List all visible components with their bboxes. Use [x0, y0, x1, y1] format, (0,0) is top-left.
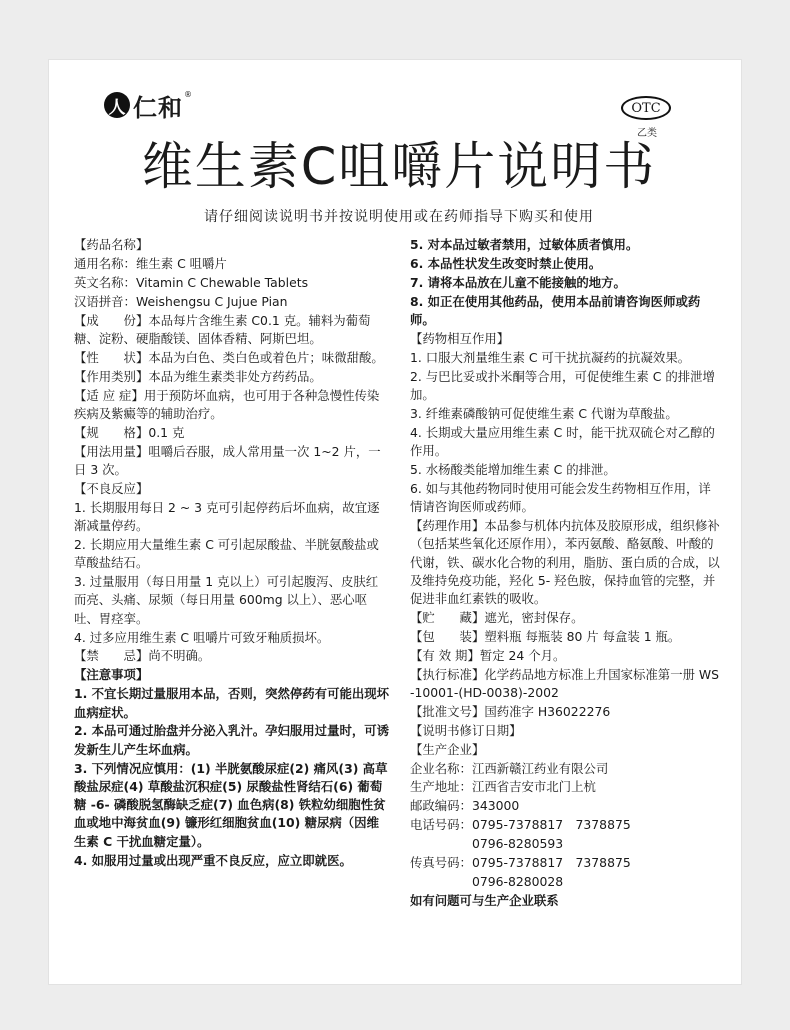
- brand-name: 仁和: [133, 92, 183, 122]
- leaflet-paragraph: 【批准文号】国药准字 H36022276: [410, 703, 611, 719]
- section-heading: 【说明书修订日期】: [410, 722, 522, 738]
- leaflet-paragraph: 生产地址：江西省吉安市北门上杭: [410, 779, 596, 795]
- leaflet-paragraph: 【性 状】本品为白色、类白色或着色片；味微甜酸。: [74, 349, 384, 365]
- leaflet-paragraph: 0796-8280593: [410, 836, 564, 852]
- leaflet-paragraph: 【成 份】本品每片含维生素 C0.1 克。辅料为葡萄糖、淀粉、硬脂酸镁、固体香精、阿斯巴坦。: [74, 312, 371, 346]
- leaflet-paragraph: 2. 本品可通过胎盘并分泌入乳汁。孕妇服用过量时，可诱发新生儿产生坏血病。: [74, 723, 390, 757]
- section-heading: 【不良反应】: [74, 480, 149, 496]
- registered-mark: ®: [184, 90, 192, 99]
- leaflet-paragraph: 【适 应 症】用于预防坏血病，也可用于各种急慢性传染疾病及紫癜等的辅助治疗。: [74, 387, 380, 421]
- leaflet-paragraph: 5. 对本品过敏者禁用，过敏体质者慎用。: [410, 237, 639, 252]
- leaflet-paragraph: 8. 如正在使用其他药品，使用本品前请咨询医师或药师。: [410, 293, 701, 327]
- leaflet-paragraph: 4. 如服用过量或出现严重不良反应，应立即就医。: [74, 852, 352, 868]
- leaflet-paragraph: 邮政编码：343000: [410, 798, 520, 814]
- leaflet-paragraph: 【禁 忌】尚不明确。: [74, 648, 211, 664]
- left-column: [74, 236, 390, 871]
- leaflet-paragraph: 2. 与巴比妥或扑米酮等合用，可促使维生素 C 的排泄增加。: [410, 368, 715, 402]
- leaflet-paragraph: 3. 过量服用（每日用量 1 克以上）可引起腹泻、皮肤红而亮、头痛、尿频（每日用量 600mg 以上）、恶心呕吐、胃痉挛。: [74, 574, 379, 626]
- leaflet-paragraph: 1. 口服大剂量维生素 C 可干扰抗凝药的抗凝效果。: [410, 349, 691, 365]
- leaflet-paragraph: 传真号码：0795-7378817 7378875: [410, 855, 631, 871]
- leaflet-paragraph: 【贮 藏】遮光，密封保存。: [410, 610, 584, 626]
- section-heading: 【注意事项】: [74, 667, 149, 683]
- brand-mark-icon: 人: [104, 92, 130, 118]
- leaflet-card: [48, 59, 742, 985]
- otc-category: 乙类: [637, 128, 657, 139]
- leaflet-paragraph: 【包 装】塑料瓶 每瓶装 80 片 每盒装 1 瓶。: [410, 628, 681, 644]
- leaflet-paragraph: 1. 长期服用每日 2 ~ 3 克可引起停药后坏血病，故宜逐渐减量停药。: [74, 499, 380, 533]
- leaflet-paragraph: 如有问题可与生产企业联系: [410, 892, 559, 908]
- leaflet-paragraph: 4. 过多应用维生素 C 咀嚼片可致牙釉质损坏。: [74, 629, 330, 645]
- leaflet-paragraph: 4. 长期或大量应用维生素 C 时，能干扰双硫仑对乙醇的作用。: [410, 424, 715, 459]
- leaflet-paragraph: 【执行标准】化学药品地方标准上升国家标准第一册 WS-10001-(HD-0038)-2002: [410, 666, 720, 701]
- leaflet-paragraph: 1. 不宜长期过量服用本品，否则，突然停药有可能出现坏血病症状。: [74, 686, 390, 720]
- leaflet-paragraph: 【有 效 期】暂定 24 个月。: [410, 647, 566, 663]
- page-title: 维生素C咀嚼片说明书: [141, 138, 657, 197]
- leaflet-paragraph: 【用法用量】咀嚼后吞服，成人常用量一次 1~2 片，一日 3 次。: [74, 443, 381, 477]
- leaflet-paragraph: 3. 纤维素磷酸钠可促使维生素 C 代谢为草酸盐。: [410, 405, 678, 421]
- section-heading: 【生产企业】: [410, 741, 485, 757]
- leaflet-paragraph: 3. 下列情况应慎用：(1) 半胱氨酸尿症(2) 痛风(3) 高草酸盐尿症(4) 草酸盐沉积症(5) 尿酸盐性肾结石(6) 葡萄糖 -6- 磷酸脱氢酶缺乏症(7) 血色病(8) 铁粒幼细胞性贫血或地中海贫血(9) 镰形红细胞贫血(10) 糖尿病（因维生素 C 干扰血糖定量）。: [74, 760, 388, 849]
- leaflet-paragraph: 电话号码：0795-7378817 7378875: [410, 817, 631, 833]
- page-subtitle: 请仔细阅读说明书并按说明使用或在药师指导下购买和使用: [204, 209, 594, 225]
- leaflet-paragraph: 【药理作用】本品参与机体内抗体及胶原形成，组织修补（包括某些氧化还原作用），苯丙氨酸、酪氨酸、叶酸的代谢，铁、碳水化合物的利用，脂肪、蛋白质的合成，以及维持免疫功能，羟化 5- 羟色胺，保持血管的完整，并促进非血红素铁的吸收。: [410, 517, 720, 607]
- leaflet-paragraph: 【作用类别】本品为维生素类非处方药药品。: [74, 368, 322, 384]
- leaflet-paragraph: 汉语拼音：Weishengsu C Jujue Pian: [74, 293, 288, 309]
- section-heading: 【药品名称】: [74, 237, 149, 252]
- leaflet-paragraph: 6. 本品性状发生改变时禁止使用。: [410, 255, 602, 271]
- section-heading: 【药物相互作用】: [410, 330, 510, 346]
- leaflet-paragraph: 6. 如与其他药物同时使用可能会发生药物相互作用，详情请咨询医师或药师。: [410, 480, 711, 515]
- leaflet-paragraph: 2. 长期应用大量维生素 C 可引起尿酸盐、半胱氨酸盐或草酸盐结石。: [74, 536, 379, 571]
- leaflet-paragraph: 英文名称：Vitamin C Chewable Tablets: [74, 274, 309, 290]
- leaflet-paragraph: 0796-8280028: [410, 873, 564, 889]
- brand-logo: [104, 88, 192, 122]
- leaflet-paragraph: 5. 水杨酸类能增加维生素 C 的排泄。: [410, 461, 616, 477]
- leaflet-paragraph: 企业名称：江西新赣江药业有限公司: [410, 760, 609, 776]
- otc-badge: OTC: [621, 96, 671, 120]
- right-column: [410, 236, 720, 911]
- leaflet-paragraph: 通用名称：维生素 C 咀嚼片: [74, 255, 227, 271]
- leaflet-paragraph: 7. 请将本品放在儿童不能接触的地方。: [410, 274, 626, 290]
- leaflet-paragraph: 【规 格】0.1 克: [74, 424, 185, 440]
